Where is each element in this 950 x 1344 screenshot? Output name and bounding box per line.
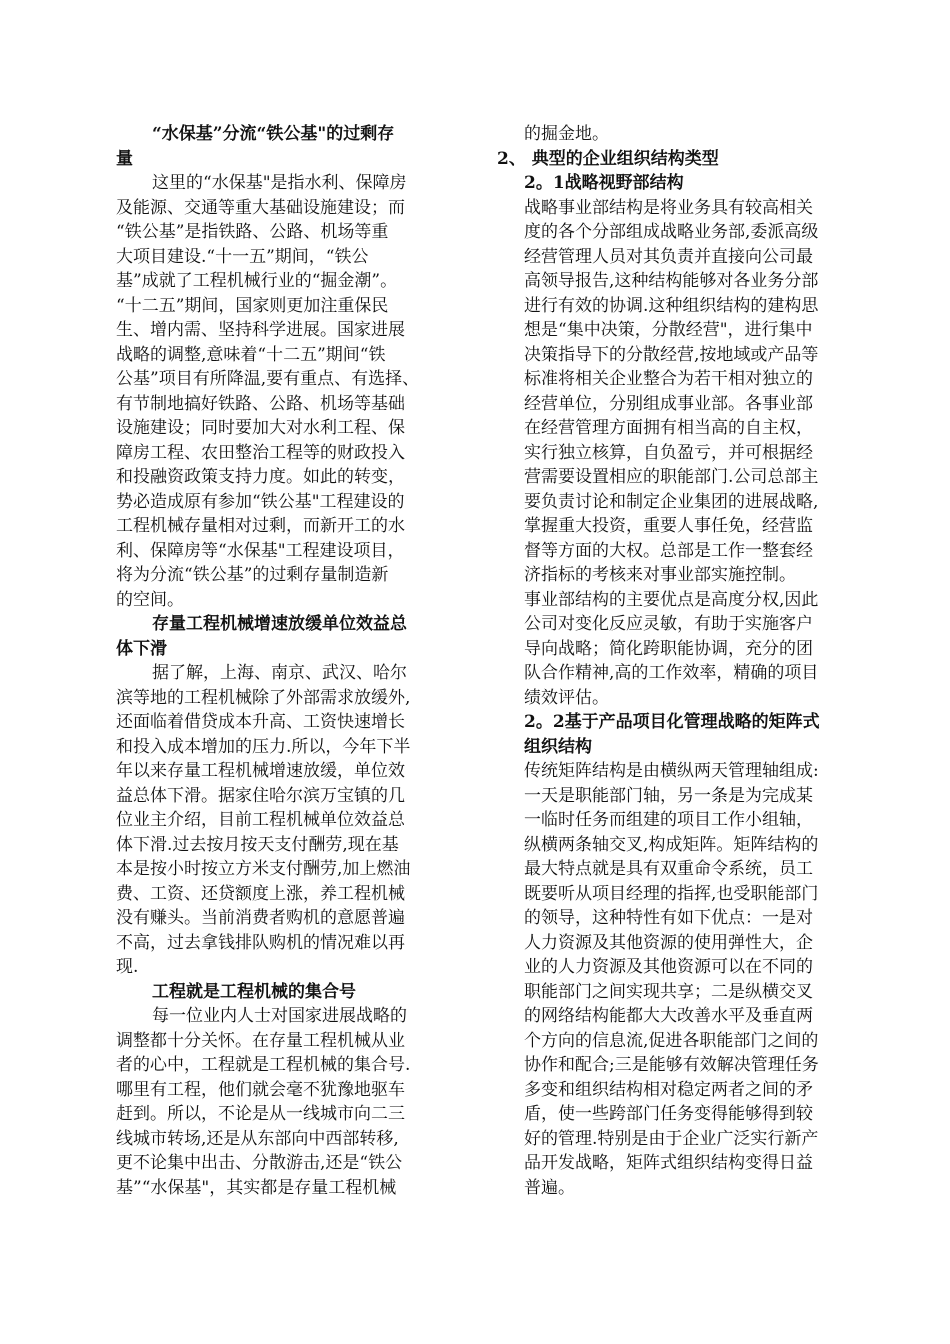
left-column-text-line: 线城市转场,还是从东部向中西部转移, (116, 1128, 399, 1149)
left-column-text-line: 这里的“水保基"是指水利、保障房 (152, 173, 407, 193)
right-column-text-line: 标准将相关企业整合为若干相对独立的 (524, 369, 813, 389)
right-column-text-line: 人力资源及其他资源的使用弹性大，企 (524, 932, 813, 953)
left-column-text-line: 有节制地搞好铁路、公路、机场等基础 (116, 393, 405, 414)
right-column-text-line: 既要听从项目经理的指挥,也受职能部门 (524, 883, 819, 904)
right-column-heading-line: 组织结构 (524, 736, 592, 757)
left-column-text-line: 将为分流“铁公基”的过剩存量制造新 (116, 565, 389, 585)
left-column-text-line: “铁公基”是指铁路、公路、机场等重 (116, 222, 389, 242)
right-column-text-line: 事业部结构的主要优点是高度分权,因此 (524, 589, 819, 610)
left-column-text-line: 益总体下滑。据家住哈尔滨万宝镇的几 (116, 785, 405, 806)
left-column-text-line: 本是按小时按立方米支付酬劳,加上燃油 (116, 859, 411, 879)
left-column-text-line: 基”“水保基"，其实都是存量工程机械 (116, 1177, 397, 1198)
right-column-text-line: 协作和配合;三是能够有效解决管理任务 (524, 1055, 819, 1075)
right-column-text-line: 掌握重大投资，重要人事任免，经营监 (524, 516, 813, 536)
right-column-text-line: 公司对变化反应灵敏，有助于实施客户 (524, 614, 813, 634)
right-column-text-line: 在经营管理方面拥有相当高的自主权， (524, 418, 813, 438)
right-column-text-line: 普遍。 (524, 1177, 575, 1198)
right-column-text-line: 高领导报告,这种结构能够对各业务分部 (524, 271, 819, 291)
right-text-column (497, 122, 859, 1200)
right-column-text-line: 个方向的信息流,促进各职能部门之间的 (524, 1030, 819, 1051)
left-column-text-line: 体下滑.过去按月按天支付酬劳,现在基 (116, 834, 399, 855)
right-column-heading-line: 2。1战略视野部结构 (524, 173, 684, 193)
left-column-text-line: 公基”项目有所降温,要有重点、有选择、 (116, 369, 420, 389)
left-column-text-line: 费、工资、还贷额度上涨，养工程机械 (116, 883, 405, 904)
left-column-heading-line: 量 (116, 148, 133, 169)
right-column-text-line: 的领导，这种特性有如下优点：一是对 (524, 908, 813, 928)
right-column-heading-line: 2、 典型的企业组织结构类型 (497, 148, 719, 169)
right-column-text-line: 职能部门之间实现共享；二是纵横交叉 (524, 981, 813, 1002)
left-column-text-line: 生、增内需、坚持科学进展。国家进展 (116, 320, 405, 340)
right-column-text-line: 队合作精神,高的工作效率，精确的项目 (524, 663, 819, 683)
right-column-text-line: 实行独立核算，自负盈亏，并可根据经 (524, 442, 813, 463)
left-column-text-line: 障房工程、农田整治工程等的财政投入 (116, 442, 405, 463)
left-column-text-line: 利、保障房等“水保基"工程建设项目， (116, 540, 405, 561)
right-column-text-line: 品开发战略，矩阵式组织结构变得日益 (524, 1153, 813, 1173)
right-column-text-line: 最大特点就是具有双重命令系统，员工 (524, 859, 813, 879)
right-column-text-line: 经营管理人员对其负责并直接向公司最 (524, 246, 813, 267)
left-column-text-line: 赶到。所以，不论是从一线城市向二三 (116, 1104, 405, 1124)
left-column-heading-line: “水保基”分流“铁公基"的过剩存 (152, 124, 395, 144)
right-column-text-line: 督等方面的大权。总部是工作一整套经 (524, 540, 813, 561)
left-column-text-line: “十二五”期间，国家则更加注重保民 (116, 295, 389, 316)
right-column-text-line: 绩效评估。 (524, 687, 609, 708)
right-column-text-line: 业的人力资源及其他资源可以在不同的 (524, 957, 813, 977)
right-column-text-line: 济指标的考核来对事业部实施控制。 (524, 565, 796, 585)
left-column-text-line: 没有赚头。当前消费者购机的意愿普遍 (116, 908, 405, 928)
right-column-text-line: 想是“集中决策，分散经营"，进行集中 (524, 320, 813, 340)
left-column-heading-line: 工程就是工程机械的集合号 (152, 981, 356, 1002)
left-column-text-line: 还面临着借贷成本升高、工资快速增长 (116, 712, 405, 732)
left-column-text-line: 不高，过去拿钱排队购机的情况难以再 (116, 932, 405, 953)
left-column-text-line: 的空间。 (116, 589, 184, 610)
right-column-text-line: 纵横两条轴交叉,构成矩阵。矩阵结构的 (524, 834, 819, 855)
left-column-text-line: 设施建设；同时要加大对水利工程、保 (116, 418, 405, 438)
left-column-text-line: 工程机械存量相对过剩，而新开工的水 (116, 516, 405, 536)
left-column-text-line: 每一位业内人士对国家进展战略的 (152, 1006, 407, 1026)
left-column-text-line: 势必造成原有参加“铁公基"工程建设的 (116, 491, 405, 512)
left-column-text-line: 和投入成本增加的压力.所以，今年下半 (116, 736, 411, 757)
right-column-text-line: 进行有效的协调.这种组织结构的建构思 (524, 295, 819, 316)
right-column-text-line: 传统矩阵结构是由横纵两天管理轴组成: (524, 761, 819, 781)
right-column-text-line: 要负责讨论和制定企业集团的进展战略, (524, 491, 819, 512)
right-column-text-line: 经营单位，分别组成事业部。各事业部 (524, 393, 813, 414)
left-column-text-line: 调整都十分关怀。在存量工程机械从业 (116, 1030, 405, 1051)
left-column-text-line: 据了解，上海、南京、武汉、哈尔 (152, 663, 407, 683)
right-column-text-line: 度的各个分部组成战略业务部,委派高级 (524, 222, 819, 242)
right-column-text-line: 的掘金地。 (524, 124, 609, 144)
right-column-text-line: 多变和组织结构相对稳定两者之间的矛 (524, 1079, 813, 1100)
left-column-text-line: 现. (116, 957, 139, 977)
right-column-text-line: 盾，使一些跨部门任务变得能够得到较 (524, 1104, 813, 1124)
right-column-text-line: 导向战略；简化跨职能协调，充分的团 (524, 638, 813, 659)
left-column-text-line: 哪里有工程，他们就会毫不犹豫地驱车 (116, 1079, 405, 1100)
left-column-text-line: 年以来存量工程机械增速放缓，单位效 (116, 761, 405, 781)
right-column-text-line: 一天是职能部门轴，另一条是为完成某 (524, 785, 813, 806)
left-column-text-line: 大项目建设.“十一五”期间，“铁公 (116, 246, 369, 267)
left-column-text-line: 更不论集中出击、分散游击,还是“铁公 (116, 1153, 403, 1173)
left-column-heading-line: 存量工程机械增速放缓单位效益总 (152, 614, 407, 634)
left-column-text-line: 和投融资政策支持力度。如此的转变， (116, 467, 405, 487)
right-column-text-line: 好的管理.特别是由于企业广泛实行新产 (524, 1128, 819, 1149)
left-column-text-line: 者的心中，工程就是工程机械的集合号. (116, 1055, 411, 1075)
left-column-text-line: 及能源、交通等重大基础设施建设；而 (116, 197, 405, 218)
left-column-text-line: 基”成就了工程机械行业的“掘金潮”。 (116, 271, 398, 291)
left-column-text-line: 滨等地的工程机械除了外部需求放缓外, (116, 687, 411, 708)
left-column-heading-line: 体下滑 (116, 638, 167, 659)
left-column-text-line: 战略的调整,意味着“十二五”期间“铁 (116, 344, 386, 365)
right-column-heading-line: 2。2基于产品项目化管理战略的矩阵式 (524, 712, 820, 732)
right-column-text-line: 战略事业部结构是将业务具有较高相关 (524, 197, 813, 218)
left-column-text-line: 位业主介绍，目前工程机械单位效益总 (116, 810, 405, 830)
right-column-text-line: 的网络结构能都大大改善水平及垂直两 (524, 1006, 813, 1026)
right-column-text-line: 一临时任务而组建的项目工作小组轴， (524, 810, 813, 830)
left-text-column (116, 122, 460, 1200)
right-column-text-line: 营需要设置相应的职能部门.公司总部主 (524, 467, 819, 487)
right-column-text-line: 决策指导下的分散经营,按地域或产品等 (524, 344, 819, 365)
